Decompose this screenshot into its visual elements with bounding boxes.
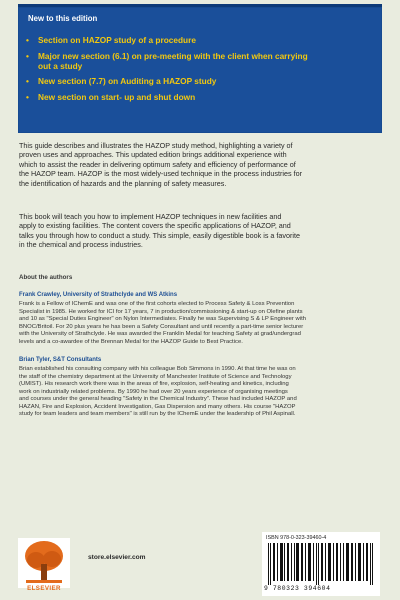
store-link[interactable]: store.elsevier.com (88, 554, 146, 561)
text-line: which to assist the reader in delivering optimum safety and efficiency of performance of (19, 159, 296, 169)
text-line: Specialist in 1985. He worked for ICI for 17 years, 7 in production/commissioning & start-up on Olefine plants (19, 308, 303, 315)
list-item (26, 35, 376, 45)
author-2-name: Brian Tyler, S&T Consultants (19, 357, 102, 363)
text-line: BNOC/Britoil. For 20 plus years he has been a Safety Consultant and until recently a part-time senior lecturer (19, 323, 304, 330)
about-authors-title: About the authors (19, 274, 73, 281)
list-item-text: Major new section (6.1) on pre-meeting with the client when carrying (38, 50, 308, 61)
bullet-icon: • (26, 76, 29, 87)
publisher-name: ELSEVIER (27, 585, 61, 592)
text-line: HAZAN, Fire and Explosion, Accident Investigation, Gas Dispersion and many others. His course "HAZOP (19, 403, 296, 410)
list-item-text: Section on HAZOP study of a procedure (38, 35, 196, 45)
text-line: the identification of hazards and the planning of safety measures. (19, 178, 227, 188)
text-line: and courses under the general heading "Safety in the Chemical Industry". These had included HAZOP and (19, 396, 297, 403)
list-item-text-cont: out a study (38, 60, 83, 71)
text-line: Frank is a Fellow of IChemE and was one of the first cohorts elected to Process Safety & Loss Prevention (19, 301, 295, 307)
bullet-icon: • (26, 91, 29, 102)
list-item (26, 76, 376, 86)
text-line: This book will teach you how to implement HAZOP techniques in new facilities and (19, 212, 282, 221)
list-item (26, 51, 376, 71)
text-line: work on industrially related problems. By 1990 he had over 20 years experience of organising meetings (19, 388, 288, 395)
text-line: levels and a co-awardee of the Brennan Medal for the HAZOP Guide to Best Practice. (19, 338, 243, 345)
text-line: with the University of Strathclyde. He was awarded the Franklin Medal for teaching Safety at grad/undergrad (19, 331, 301, 338)
isbn-label: ISBN 978-0-323-39460-4 (266, 535, 327, 541)
text-line: talks you through how to conduct a study. This simple, easily digestible book is a favorite (19, 230, 300, 240)
new-edition-heading: New to this edition (28, 14, 98, 23)
new-edition-list (26, 35, 376, 107)
bullet-icon: • (26, 50, 29, 61)
text-line: Brian established his consulting company with his colleague Bob Simmons in 1990. At that time he was on (19, 366, 296, 372)
text-line: apply to existing facilities. The content covers the specific applications of HAZOP, and (19, 221, 291, 231)
text-line: This guide describes and illustrates the HAZOP study method, highlighting a variety of (19, 141, 293, 150)
text-line: proven uses and approaches. This updated edition brings additional experience with (19, 150, 287, 160)
author-1-name: Frank Crawley, University of Strathclyde and WS Atkins (19, 292, 178, 298)
text-line: the staff of the chemistry department at the University of Manchester Institute of Science and Technology (19, 373, 292, 380)
intro-paragraph-2 (19, 212, 381, 250)
new-edition-box (18, 4, 382, 133)
isbn-barcode (262, 532, 380, 596)
text-line: in the chemical and process industries. (19, 240, 143, 250)
elsevier-tree-logo-icon (18, 534, 70, 592)
list-item-text: New section (7.7) on Auditing a HAZOP study (38, 76, 217, 87)
barcode-digits: 9 780323 394604 (264, 585, 331, 592)
intro-paragraph-1 (19, 141, 381, 188)
bullet-icon: • (26, 35, 29, 45)
author-1-bio (19, 301, 381, 346)
text-line: and 10 as "Special Duties Engineer" on Nylon Intermediates. Finally he was Supervising S & LP Engineer with (19, 316, 306, 323)
author-2-bio (19, 366, 381, 419)
text-line: (UMIST). His research work there was in the areas of fire, explosion, self-heating and kinetics, including (19, 381, 289, 388)
list-item (26, 92, 376, 102)
list-item-text: New section on start- up and shut down (38, 91, 196, 102)
text-line: the HAZOP team. HAZOP is the most widely-used technique in the process industries for (19, 169, 302, 179)
barcode-icon (268, 543, 374, 585)
text-line: study for team leaders and team members" is still run by the IChemE under the leadership of Phil Aspinall. (19, 411, 296, 418)
